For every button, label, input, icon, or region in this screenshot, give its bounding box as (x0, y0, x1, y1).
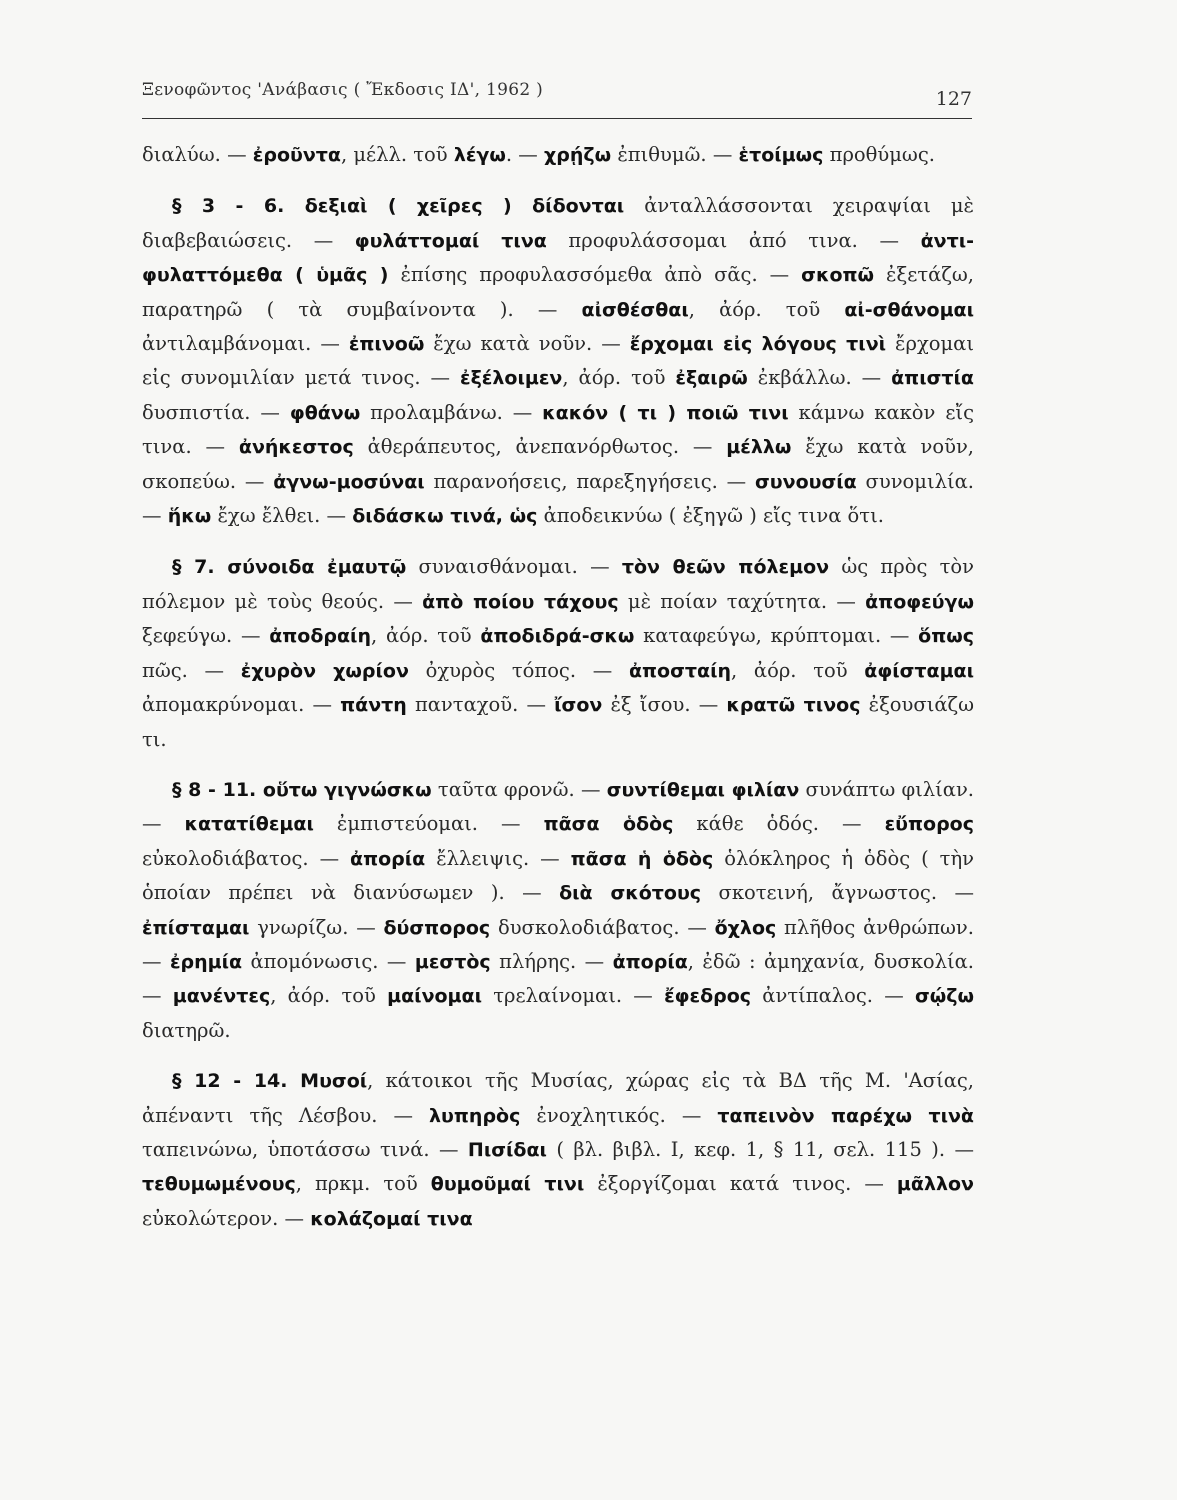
page-number: 127 (935, 88, 972, 110)
bold-term: δεξιαὶ ( χεῖρες ) δίδονται (304, 195, 625, 218)
bold-term: ἀπορία (350, 847, 426, 870)
gloss-text: συνάπτω φιλίαν. — (142, 777, 974, 836)
gloss-text: δυσπιστία. — (142, 400, 290, 424)
bold-term: ἀπορία (612, 950, 688, 973)
gloss-text: προλαμβάνω. — (360, 400, 543, 424)
gloss-text: ἔρχομαι εἰς συνομιλίαν μετά τινος. — (142, 332, 974, 390)
bold-term: εὔπορος (884, 813, 974, 836)
gloss-text: , ἐδῶ : ἀμηχανία, δυσκολία. — (142, 949, 974, 1008)
gloss-text: ἐπιθυμῶ. — (611, 143, 739, 166)
gloss-text: συνομιλία. — (142, 469, 974, 528)
bold-term: Πισίδαι (467, 1138, 547, 1161)
gloss-text: ταῦτα φρονῶ. — (431, 777, 607, 801)
bold-term: λυπηρὸς (429, 1104, 521, 1127)
gloss-text: , κάτοικοι τῆς Μυσίας, χώρας εἰς τὰ ΒΔ τῆς Μ. 'Ασίας, ἀπέναντι τῆς Λέσβου. — (142, 1069, 975, 1127)
bold-term: ἀποδιδρά-σκω (480, 625, 635, 648)
bold-term: δύσπορος (383, 916, 491, 939)
bold-term: κακόν ( τι ) ποιῶ τινι (542, 401, 789, 424)
bold-term: ἴσον (554, 694, 603, 717)
bold-term: ἀνήκεστος (238, 436, 354, 459)
bold-term: § 7. (172, 556, 228, 579)
gloss-text: συναισθάνομαι. — (406, 555, 622, 579)
bold-term: σύνοιδα ἐμαυτῷ (227, 556, 407, 579)
gloss-text: ὀχυρὸς τόπος. — (408, 658, 629, 682)
gloss-text: , ἀόρ. τοῦ (688, 297, 845, 321)
gloss-text: ἐξοργίζομαι κατά τινος. — (584, 1172, 897, 1196)
paragraph-section-12-14 (142, 1064, 974, 1236)
gloss-text: καταφεύγω, κρύπτομαι. — (634, 624, 919, 648)
bold-term: ἐξέλοιμεν (460, 367, 563, 390)
paragraph-section-7 (142, 550, 974, 755)
gloss-text: ὁλόκληρος ἡ ὁδὸς ( τὴν ὁποίαν πρέπει νὰ διανύσωμεν ). — (142, 846, 974, 905)
bold-term: συντίθεμαι φιλίαν (606, 778, 800, 801)
bold-term: μέλλω (726, 436, 792, 459)
bold-term: διδάσκω τινά, ὡς (352, 505, 538, 528)
gloss-text: ἐξετάζω, παρατηρῶ ( τὰ συμβαίνοντα ). — (142, 263, 974, 321)
paragraph-section-8-11 (142, 773, 974, 1047)
bold-term: φθάνω (289, 401, 361, 424)
header-title: Ξενοφῶντος 'Ανάβασις ( Ἔκδοσις ΙΔ', 1962 ) (142, 80, 544, 100)
gloss-text: ἀντίπαλος. — (751, 984, 915, 1008)
gloss-text: πλήρης. — (490, 949, 613, 973)
gloss-text: κάθε ὁδός. — (673, 812, 885, 836)
bold-term: ἐπινοῶ (348, 333, 425, 356)
bold-term: μαίνομαι (387, 985, 482, 1008)
bold-term: ἔφεδρος (664, 985, 752, 1008)
bold-term: κρατῶ τινος (726, 694, 861, 717)
gloss-text: ἀνταλλάσσονται χειραψίαι μὲ διαβεβαιώσεις. — (142, 194, 974, 252)
gloss-text: πανταχοῦ. — (406, 693, 555, 717)
gloss-text: ἀθεράπευτος, ἀνεπανόρθωτος. — (353, 435, 727, 459)
gloss-text: ἐκβάλλω. — (747, 366, 892, 390)
bold-term: τεθυμωμένους (142, 1173, 296, 1196)
gloss-text: ἐξ ἴσου. — (602, 693, 727, 717)
gloss-text: σκοτεινή, ἄγνωστος. — (701, 881, 974, 905)
gloss-text: εὐκολώτερον. — (142, 1206, 311, 1230)
gloss-text: ταπεινώνω, ὑποτάσσω τινά. — (142, 1137, 468, 1161)
gloss-text: ἐνοχλητικός. — (520, 1103, 718, 1127)
bold-term: ἀποσταίη (628, 659, 732, 682)
gloss-text: ἀπομακρύνομαι. — (142, 693, 341, 717)
gloss-text: εὐκολοδιάβατος. — (142, 846, 351, 870)
bold-term: ἥκω (167, 505, 212, 528)
bold-term: ἐρημία (169, 950, 243, 973)
gloss-text: πῶς. — (142, 658, 241, 682)
bold-term: σκοπῶ (801, 264, 875, 287)
gloss-text: , ἀόρ. τοῦ (270, 984, 388, 1008)
bold-term: ἀφίσταμαι (864, 659, 975, 682)
bold-term: § 3 - 6. (172, 195, 305, 218)
paragraph-section-3-6 (142, 189, 974, 533)
gloss-text: . — (505, 143, 544, 166)
gloss-text: παρανοήσεις, παρεξηγήσεις. — (424, 469, 755, 493)
bold-term: κολάζομαί τινα (310, 1207, 473, 1230)
bold-term: λέγω (453, 144, 506, 166)
bold-term: ἐχυρὸν χωρίον (240, 659, 409, 682)
bold-term: συνουσία (755, 470, 857, 493)
gloss-text: ἔχω ἔλθει. — (211, 504, 353, 528)
gloss-text: , ἀόρ. τοῦ (371, 624, 481, 648)
bold-term: αἰσθέσθαι (581, 298, 689, 321)
gloss-text: ἐμπιστεύομαι. — (313, 812, 544, 836)
bold-term: ἀπιστία (891, 367, 974, 390)
gloss-text: ἔλλειψις. — (425, 846, 571, 870)
gloss-text: ξεφεύγω. — (142, 624, 270, 648)
gloss-text: ἔχω κατὰ νοῦν. — (424, 332, 630, 356)
gloss-text: ἀπομόνωσις. — (242, 949, 415, 973)
bold-term: σῴζω (914, 985, 975, 1008)
gloss-text: ( βλ. βιβλ. Ι, κεφ. 1, § 11, σελ. 115 ). — (546, 1137, 974, 1161)
gloss-text: , πρκμ. τοῦ (295, 1172, 431, 1196)
bold-term: μανέντες (172, 985, 271, 1008)
bold-term: πᾶσα ὁδὸς (543, 813, 674, 836)
bold-term: ἀποδραίη (269, 625, 371, 648)
paragraph-intro (142, 138, 974, 172)
gloss-text: κάμνω κακὸν εἴς τινα. — (142, 400, 974, 459)
bold-term: χρῄζω (544, 144, 612, 166)
bold-term: ὄχλος (714, 916, 777, 939)
gloss-text: ἐξουσιάζω τι. (142, 693, 974, 751)
gloss-text: προφυλάσσομαι ἀπό τινα. — (546, 228, 921, 252)
bold-term: ἀπὸ ποίου τάχους (422, 590, 619, 613)
bold-term: ἀγνω-μοσύναι (273, 470, 425, 493)
gloss-text: , ἀόρ. τοῦ (731, 658, 865, 682)
bold-term: πᾶσα ἡ ὁδὸς (570, 847, 714, 870)
gloss-text: ἔχω κατὰ νοῦν, σκοπεύω. — (142, 435, 975, 493)
gloss-text: πλῆθος ἀνθρώπων. — (142, 915, 974, 973)
bold-term: ἔρχομαι εἰς λόγους τινὶ (629, 333, 887, 356)
gloss-text: , μέλλ. τοῦ (340, 143, 454, 166)
bold-term: ὅπως (918, 625, 975, 648)
gloss-text: ἀποδεικνύω ( ἐξηγῶ ) εἴς τινα ὅτι. (537, 504, 884, 528)
bold-term: αἰ-σθάνομαι (844, 298, 975, 321)
bold-term: οὕτω γιγνώσκω (262, 778, 432, 801)
gloss-text: διατηρῶ. (142, 1018, 231, 1042)
bold-term: ἐπίσταμαι (142, 916, 250, 939)
gloss-text: γνωρίζω. — (249, 915, 384, 939)
bold-term: θυμοῦμαί τινι (430, 1173, 585, 1196)
gloss-text: ἐπίσης προφυλασσόμεθα ἀπὸ σᾶς. — (388, 263, 802, 287)
bold-term: διὰ σκότους (559, 882, 702, 905)
bold-term: ταπεινὸν παρέχω τινὰ (717, 1104, 974, 1127)
bold-term: κατατίθεμαι (184, 813, 314, 836)
bold-term: ἀποφεύγω (865, 590, 974, 613)
bold-term: μεστὸς (414, 950, 491, 973)
gloss-text: , ἀόρ. τοῦ (562, 366, 676, 390)
document-body (142, 138, 974, 1253)
bold-term: πάντη (340, 694, 407, 717)
bold-term: § 12 - 14. (172, 1070, 301, 1093)
bold-term: § 8 - 11. (172, 778, 263, 801)
bold-term: φυλάττομαί τινα (354, 229, 547, 252)
bold-term: Μυσοί (300, 1070, 368, 1093)
bold-term: μᾶλλον (896, 1173, 974, 1196)
bold-term: ἀντι-φυλαττόμεθα ( ὑμᾶς ) (142, 229, 974, 287)
gloss-text: ὡς πρὸς τὸν πόλεμον μὲ τοὺς θεούς. — (142, 555, 975, 613)
running-header (142, 74, 972, 119)
bold-term: ἐροῦντα (252, 144, 341, 166)
gloss-text: προθύμως. (823, 143, 935, 166)
gloss-text: δυσκολοδιάβατος. — (490, 915, 715, 939)
bold-term: ἐξαιρῶ (675, 367, 748, 390)
gloss-text: τρελαίνομαι. — (482, 984, 665, 1008)
gloss-text: μὲ ποίαν ταχύτητα. — (618, 589, 866, 613)
gloss-text: ἀντιλαμβάνομαι. — (142, 332, 349, 356)
bold-term: τὸν θεῶν πόλεμον (621, 556, 830, 579)
gloss-text: διαλύω. — (142, 143, 253, 166)
bold-term: ἑτοίμως (738, 144, 824, 166)
